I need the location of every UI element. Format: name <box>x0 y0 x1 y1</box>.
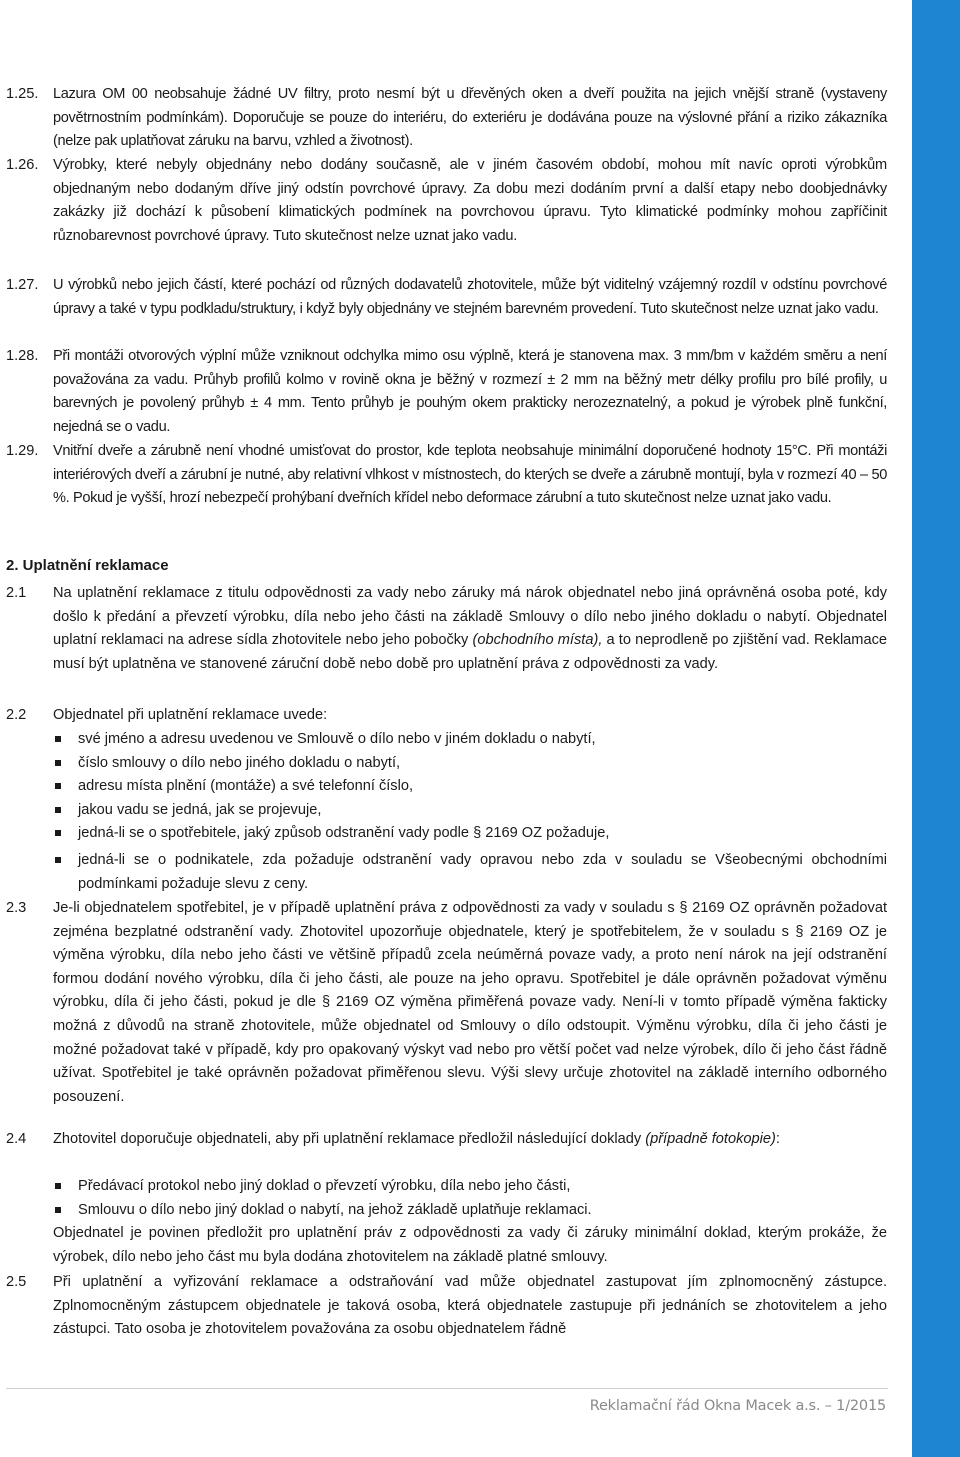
text-italic: (obchodního místa), <box>472 632 603 649</box>
clause-text: Vnitřní dveře a zárubně není vhodné umisťovat do prostor, kde teplota neobsahuje minimální doporučené hodnoty 15°C. Při montáži interiérových dveří a zárubní je nutné, aby relativní vlhkost v místnostech, do kterých se dveře a zárubně montují, byla v rozmezí 40 – 50 %. Pokud je vyšší, hrozí nebezpečí prohýbaní dveřních křídel nebo deformace zárubní a tuto skutečnost nelze uznat jako vadu. <box>53 443 887 507</box>
text-part: Zhotovitel doporučuje objednateli, aby při uplatnění reklamace předložil následující doklady <box>53 1131 646 1147</box>
clause-2-3 <box>0 897 912 1109</box>
bullet-square-icon <box>55 760 61 766</box>
list-item-text: Smlouvu o dílo nebo jiný doklad o nabytí, na jehož základě uplatňuje reklamaci. <box>78 1201 592 1218</box>
clause-text: U výrobků nebo jejich částí, které pochází od různých dodavatelů zhotovitele, může být viditelný vzájemný rozdíl v odstínu povrchové úpravy a také v typu podkladu/struktury, i když byly objednány ve stejném barevném provedení. Tuto skutečnost nelze uznat jako vadu. <box>53 277 887 317</box>
list-item <box>53 799 887 823</box>
clause-1-29 <box>0 440 912 511</box>
text-part: : <box>775 1131 780 1147</box>
clause-number: 2.4 <box>6 1131 27 1147</box>
clause-number: 2.1 <box>6 585 27 601</box>
page-footer: Reklamační řád Okna Macek a.s. – 1/2015 <box>589 1398 886 1414</box>
clause-text: Je-li objednatelem spotřebitel, je v případě uplatnění práva z odpovědnosti za vady v souladu s § 2169 OZ oprávněn požadovat zejména bezplatné odstranění vady. Zhotovitel upozorňuje objednatele, který je spotřebitelem, že v souladu s § 2169 OZ je výměna výrobku, díla nebo jeho části ve většině případů zcela neúměrná povaze vady, a proto není nárok na její odstranění formou dodání nového výrobku, díla či jeho části, ale pouze na jeho opravu. Spotřebitel je dále oprávněn požadovat výměnu výrobku, díla či jeho části, pokud je dle § 2169 OZ výměna přiměřená povaze vady. Není-li v tomto případě výměna fakticky možná z důvodů na straně zhotovitele, může objednatel od Smlouvy o dílo odstoupit. Výměnu výrobku, díla či jeho části je možné požadovat také v případě, kdy pro opakovaný výskyt vad nebo pro větší počet vad nelze výrobek, dílo či jeho část řádně užívat. Spotřebitel je také oprávněn požadovat přiměřenou slevu. Výši slevy určuje zhotovitel na základě interního odborného posouzení. <box>53 900 887 1105</box>
clause-2-2 <box>0 704 912 728</box>
clause-1-26 <box>0 154 912 248</box>
bullet-square-icon <box>55 807 61 813</box>
clause-2-4 <box>0 1128 912 1152</box>
bullet-square-icon <box>55 857 61 863</box>
clause-1-28 <box>0 345 912 439</box>
list-item <box>53 728 887 752</box>
clause-text: Výrobky, které nebyly objednány nebo dodány současně, ale v jiném časovém období, mohou mít navíc oproti výrobkům objednaným nebo dodaným dříve jiný odstín povrchové úpravy. Za dobu mezi dodáním první a další etapy nebo doobjednávky zakázky již dochází k působení klimatických podmínek na povrchovou úpravu. Tyto klimatické podmínky mohou zapříčinit různobarevnost povrchové úpravy. Tuto skutečnost nelze uznat jako vadu. <box>53 157 887 244</box>
text-part: Na uplatnění reklamace z titulu odpovědnosti za vady nebo záruky má nárok objednatel nebo jiná oprávněná osoba poté, kdy došlo k předání a převzetí výrobku, díla nebo jeho části na základě Smlouvy o dílo nebo jiného dokladu o nabytí. Objednatel uplatní reklamaci na adrese sídla zhotovitele nebo jeho pobočky <box>53 585 887 649</box>
bullet-square-icon <box>55 830 61 836</box>
clause-number: 2.3 <box>6 900 27 916</box>
list-item <box>53 1199 887 1223</box>
list-item <box>53 775 887 799</box>
clause-text: Lazura OM 00 neobsahuje žádné UV filtry, proto nesmí být u dřevěných oken a dveří použita na jejich vnější straně (vystaveny povětrnostním podmínkám). Doporučuje se pouze do interiéru, do exteriéru je dodávána pouze na výslovné přání a riziko zákazníka (nelze pak uplatňovat záruku na barvu, vzhled a životnost). <box>53 86 887 150</box>
right-accent-bar <box>912 0 960 1457</box>
list-item <box>53 752 887 776</box>
clause-text: Při montáži otvorových výplní může vzniknout odchylka mimo osu výplně, která je stanovena max. 3 mm/bm v každém směru a není považována za vadu. Průhyb profilů kolmo v rovině okna je běžný v rozmezí ± 2 mm na běžný metr délky profilu pro bílé profily, u barevných je povolený průhyb ± 4 mm. Tento průhyb je pouhým okem prakticky nerozeznatelný, a pokud je výrobek plně funkční, nejedná se o vadu. <box>53 348 887 435</box>
section-heading: 2. Uplatnění reklamace <box>6 557 169 574</box>
clause-text <box>53 582 887 676</box>
clause-number: 1.27. <box>6 277 39 293</box>
clause-2-4-continuation <box>0 1222 912 1269</box>
bullet-list-2-4 <box>53 1175 887 1222</box>
clause-text: Objednatel je povinen předložit pro uplatnění práv z odpovědnosti za vady či záruky minimální doklad, kterým prokáže, že výrobek, dílo nebo jeho část mu byla dodána zhotovitelem na základě platné smlouvy. <box>53 1225 887 1265</box>
clause-text <box>53 1128 887 1152</box>
list-item <box>53 1175 887 1199</box>
clause-1-27 <box>0 274 912 321</box>
clause-number: 2.5 <box>6 1274 27 1290</box>
clause-2-1 <box>0 582 912 676</box>
clause-number: 2.2 <box>6 707 27 723</box>
list-item-text: jedná-li se o podnikatele, zda požaduje odstranění vady opravou nebo zda v souladu se Všeobecnými obchodními podmínkami požaduje slevu z ceny. <box>78 851 887 892</box>
bullet-list-2-2 <box>53 728 887 896</box>
clause-number: 1.29. <box>6 443 39 459</box>
text-italic: (případně fotokopie) <box>645 1131 776 1147</box>
list-item-text: adresu místa plnění (montáže) a své telefonní číslo, <box>78 778 414 795</box>
list-item-text: své jméno a adresu uvedenou ve Smlouvě o dílo nebo v jiném dokladu o nabytí, <box>78 731 596 747</box>
clause-number: 1.28. <box>6 348 39 364</box>
text-part: a to neprodleně po zjištění vad. Reklamace musí být uplatněna ve stanovené záruční době nebo době pro uplatnění práva z odpovědnosti za vady. <box>53 632 887 672</box>
bullet-square-icon <box>55 1207 61 1213</box>
list-item-text: jedná-li se o spotřebitele, jaký způsob odstranění vady podle § 2169 OZ požaduje, <box>78 825 610 842</box>
bullet-square-icon <box>55 783 61 789</box>
clause-text: Při uplatnění a vyřizování reklamace a odstraňování vad může objednatel zastupovat jím zplnomocněný zástupce. Zplnomocněným zástupcem objednatele je taková osoba, která objednatele zastupuje při jednáních se zhotovitelem a jeho zástupci. Tato osoba je zhotovitelem považována za osobu objednatelem řádně <box>53 1274 887 1338</box>
list-item <box>53 849 887 896</box>
bullet-square-icon <box>55 1183 61 1189</box>
clause-number: 1.25. <box>6 86 39 102</box>
clause-1-25 <box>0 83 912 154</box>
list-item-text: Předávací protokol nebo jiný doklad o převzetí výrobku, díla nebo jeho části, <box>78 1178 571 1194</box>
list-item-text: jakou vadu se jedná, jak se projevuje, <box>78 801 322 818</box>
bullet-square-icon <box>55 736 61 742</box>
clause-2-5 <box>0 1271 912 1342</box>
list-item-text: číslo smlouvy o dílo nebo jiného dokladu o nabytí, <box>78 754 401 771</box>
list-item <box>53 822 887 846</box>
clause-number: 1.26. <box>6 157 39 173</box>
clause-text: Objednatel při uplatnění reklamace uvede: <box>53 707 328 723</box>
footer-divider <box>6 1388 888 1389</box>
